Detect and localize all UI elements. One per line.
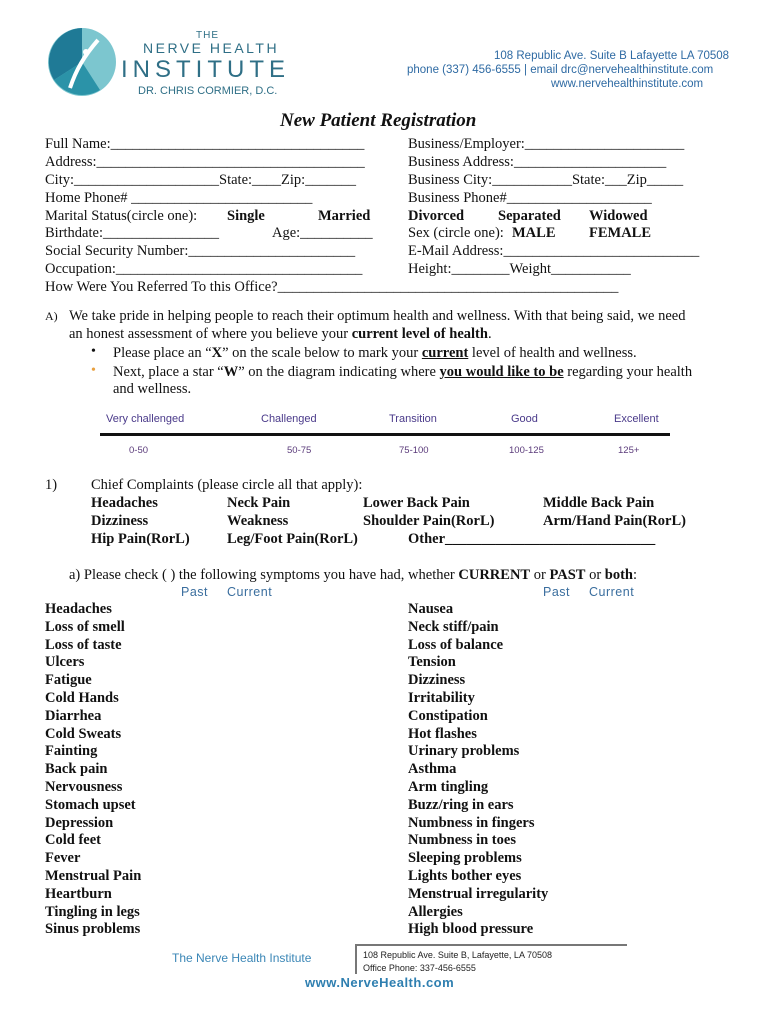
- field-age[interactable]: Age:__________: [272, 225, 373, 241]
- page-title: New Patient Registration: [280, 110, 477, 131]
- footer-phone: Office Phone: 337-456-6555: [363, 963, 476, 973]
- symptom-item[interactable]: Cold feet: [45, 832, 101, 849]
- symptom-item[interactable]: Constipation: [408, 707, 488, 724]
- field-email[interactable]: E-Mail Address:___________________________: [408, 243, 700, 259]
- symptom-item[interactable]: Buzz/ring in ears: [408, 796, 514, 813]
- symptom-list-right: [408, 601, 548, 939]
- symptom-item[interactable]: Nausea: [408, 601, 454, 617]
- section-a-marker: A): [45, 309, 58, 323]
- complaint-leg-foot-pain[interactable]: Leg/Foot Pain(RorL): [227, 531, 358, 547]
- logo-emblem-icon: [40, 22, 120, 102]
- scale-num-3: 100-125: [509, 445, 544, 456]
- footer-rule: [355, 944, 627, 946]
- scale-label-challenged: Challenged: [261, 413, 317, 425]
- field-business-employer[interactable]: Business/Employer:______________________: [408, 136, 685, 152]
- symptom-item[interactable]: Cold Hands: [45, 689, 119, 706]
- scale-num-0: 0-50: [129, 445, 149, 456]
- marital-divorced[interactable]: Divorced: [408, 208, 465, 224]
- col-head-current-left: Current: [227, 585, 273, 599]
- symptom-item[interactable]: High blood pressure: [408, 921, 534, 938]
- complaint-middle-back-pain[interactable]: Middle Back Pain: [543, 495, 655, 511]
- symptom-item[interactable]: Menstrual Pain: [45, 867, 142, 884]
- scale-num-2: 75-100: [399, 445, 429, 456]
- symptom-item[interactable]: Irritability: [408, 689, 475, 706]
- field-full-name[interactable]: Full Name:___________________________________: [45, 136, 365, 152]
- symptom-item[interactable]: Tension: [408, 654, 456, 671]
- symptom-item[interactable]: Ulcers: [45, 654, 85, 671]
- symptom-item[interactable]: Fever: [45, 850, 81, 867]
- field-height-weight[interactable]: Height:________Weight___________: [408, 261, 631, 277]
- field-home-phone[interactable]: Home Phone# _________________________: [45, 190, 313, 206]
- header-address: 108 Republic Ave. Suite B Lafayette LA 70508: [494, 50, 730, 62]
- sex-label: Sex (circle one):: [408, 225, 504, 241]
- field-ssn[interactable]: Social Security Number:_______________________: [45, 243, 356, 259]
- symptom-item[interactable]: Dizziness: [408, 672, 466, 689]
- symptom-item[interactable]: Loss of smell: [45, 618, 125, 635]
- header-contact: phone (337) 456-6555 | email drc@nervehealthinstitute.com: [407, 64, 714, 76]
- symptom-item[interactable]: Tingling in legs: [45, 903, 140, 920]
- complaints-marker: 1): [45, 477, 58, 493]
- symptom-item[interactable]: Asthma: [408, 761, 457, 778]
- symptom-item[interactable]: Arm tingling: [408, 778, 489, 795]
- complaint-other[interactable]: Other_____________________________: [408, 531, 656, 547]
- field-address[interactable]: Address:_____________________________________: [45, 154, 365, 170]
- scale-label-very-challenged: Very challenged: [106, 413, 185, 425]
- section-a-line1: We take pride in helping people to reach their optimum health and wellness. With that being said, we need: [69, 308, 686, 324]
- field-birthdate[interactable]: Birthdate:________________: [45, 225, 219, 241]
- symptom-item[interactable]: Cold Sweats: [45, 725, 122, 742]
- marital-married[interactable]: Married: [318, 208, 371, 224]
- field-occupation[interactable]: Occupation:__________________________________: [45, 261, 363, 277]
- symptom-item[interactable]: Sinus problems: [45, 921, 141, 938]
- complaint-shoulder-pain[interactable]: Shoulder Pain(RorL): [363, 513, 495, 529]
- scale-label-excellent: Excellent: [614, 413, 659, 425]
- symptom-item[interactable]: Numbness in fingers: [408, 814, 535, 831]
- logo-the: THE: [196, 30, 219, 41]
- header-website: www.nervehealthinstitute.com: [551, 78, 704, 90]
- complaint-lower-back-pain[interactable]: Lower Back Pain: [363, 495, 470, 511]
- footer-website-link[interactable]: www.NerveHealth.com: [305, 975, 455, 990]
- field-referred[interactable]: How Were You Referred To this Office?_______________________________________________: [45, 279, 619, 295]
- complaint-hip-pain[interactable]: Hip Pain(RorL): [91, 531, 190, 547]
- symptom-item[interactable]: Sleeping problems: [408, 850, 522, 867]
- complaint-headaches[interactable]: Headaches: [91, 495, 158, 511]
- scale-label-transition: Transition: [389, 413, 437, 425]
- scale-num-4: 125+: [618, 445, 640, 456]
- symptom-item[interactable]: Fatigue: [45, 672, 92, 689]
- scale-label-good: Good: [511, 413, 538, 425]
- marital-label: Marital Status(circle one):: [45, 208, 198, 224]
- marital-separated[interactable]: Separated: [498, 208, 561, 224]
- symptom-item[interactable]: Depression: [45, 814, 114, 831]
- complaint-dizziness[interactable]: Dizziness: [91, 513, 149, 529]
- symptom-item[interactable]: Urinary problems: [408, 743, 520, 760]
- marital-widowed[interactable]: Widowed: [589, 208, 648, 224]
- field-business-city[interactable]: Business City:___________State:___Zip_____: [408, 172, 684, 188]
- symptom-item[interactable]: Back pain: [45, 761, 108, 778]
- complaint-arm-hand-pain[interactable]: Arm/Hand Pain(RorL): [543, 513, 686, 529]
- symptom-item[interactable]: Stomach upset: [45, 796, 136, 813]
- footer-address: 108 Republic Ave. Suite B, Lafayette, LA 70508: [363, 950, 552, 960]
- symptom-item[interactable]: Heartburn: [45, 885, 112, 902]
- symptom-item[interactable]: Loss of balance: [408, 636, 504, 653]
- symptom-item[interactable]: Hot flashes: [408, 725, 477, 742]
- bullet-orange: •: [91, 363, 96, 378]
- bullet1-text: Please place an “X” on the scale below to mark your current level of health and wellness.: [113, 345, 637, 361]
- logo: [40, 22, 120, 102]
- logo-nerve-health: NERVE HEALTH: [143, 40, 280, 56]
- symptom-item[interactable]: Headaches: [45, 601, 112, 617]
- section-a-line2: an honest assessment of where you believe your current level of health.: [69, 326, 492, 342]
- field-city-state-zip[interactable]: City:____________________State:____Zip:_______: [45, 172, 356, 188]
- sex-male[interactable]: MALE: [512, 225, 556, 241]
- scale-num-1: 50-75: [287, 445, 312, 456]
- col-head-current-right: Current: [589, 585, 635, 599]
- complaints-title: Chief Complaints (please circle all that apply):: [91, 477, 363, 493]
- symptom-item[interactable]: Diarrhea: [45, 707, 102, 724]
- footer-name: The Nerve Health Institute: [172, 951, 312, 965]
- symptom-item[interactable]: Neck stiff/pain: [408, 618, 499, 635]
- col-head-past-right: Past: [543, 585, 571, 599]
- symptom-item[interactable]: Fainting: [45, 743, 98, 760]
- field-business-address[interactable]: Business Address:_____________________: [408, 154, 667, 170]
- bullet2-line2: and wellness.: [113, 381, 192, 397]
- logo-doctor: DR. CHRIS CORMIER, D.C.: [138, 85, 278, 97]
- symptom-item[interactable]: Allergies: [408, 903, 463, 920]
- symptom-item[interactable]: Nervousness: [45, 778, 123, 795]
- complaint-weakness[interactable]: Weakness: [227, 513, 289, 529]
- symptom-list-left: [45, 601, 141, 939]
- symptom-item[interactable]: Numbness in toes: [408, 832, 516, 849]
- symptom-item[interactable]: Lights bother eyes: [408, 867, 522, 884]
- col-head-past-left: Past: [181, 585, 209, 599]
- symptom-item[interactable]: Menstrual irregularity: [408, 885, 549, 902]
- footer-divider: [355, 944, 357, 974]
- bullet-black: •: [91, 344, 96, 359]
- complaint-neck-pain[interactable]: Neck Pain: [227, 495, 291, 511]
- bullet2-text: Next, place a star “W” on the diagram indicating where you would like to be regarding your health: [113, 364, 693, 380]
- marital-single[interactable]: Single: [227, 208, 265, 224]
- symptoms-instruction: a) Please check ( ) the following symptoms you have had, whether CURRENT or PAST or both:: [69, 567, 638, 583]
- health-scale-bar[interactable]: [100, 433, 670, 436]
- field-business-phone[interactable]: Business Phone#____________________: [408, 190, 652, 206]
- logo-institute: INSTITUTE: [121, 56, 290, 83]
- symptom-item[interactable]: Loss of taste: [45, 636, 122, 653]
- sex-female[interactable]: FEMALE: [589, 225, 652, 241]
